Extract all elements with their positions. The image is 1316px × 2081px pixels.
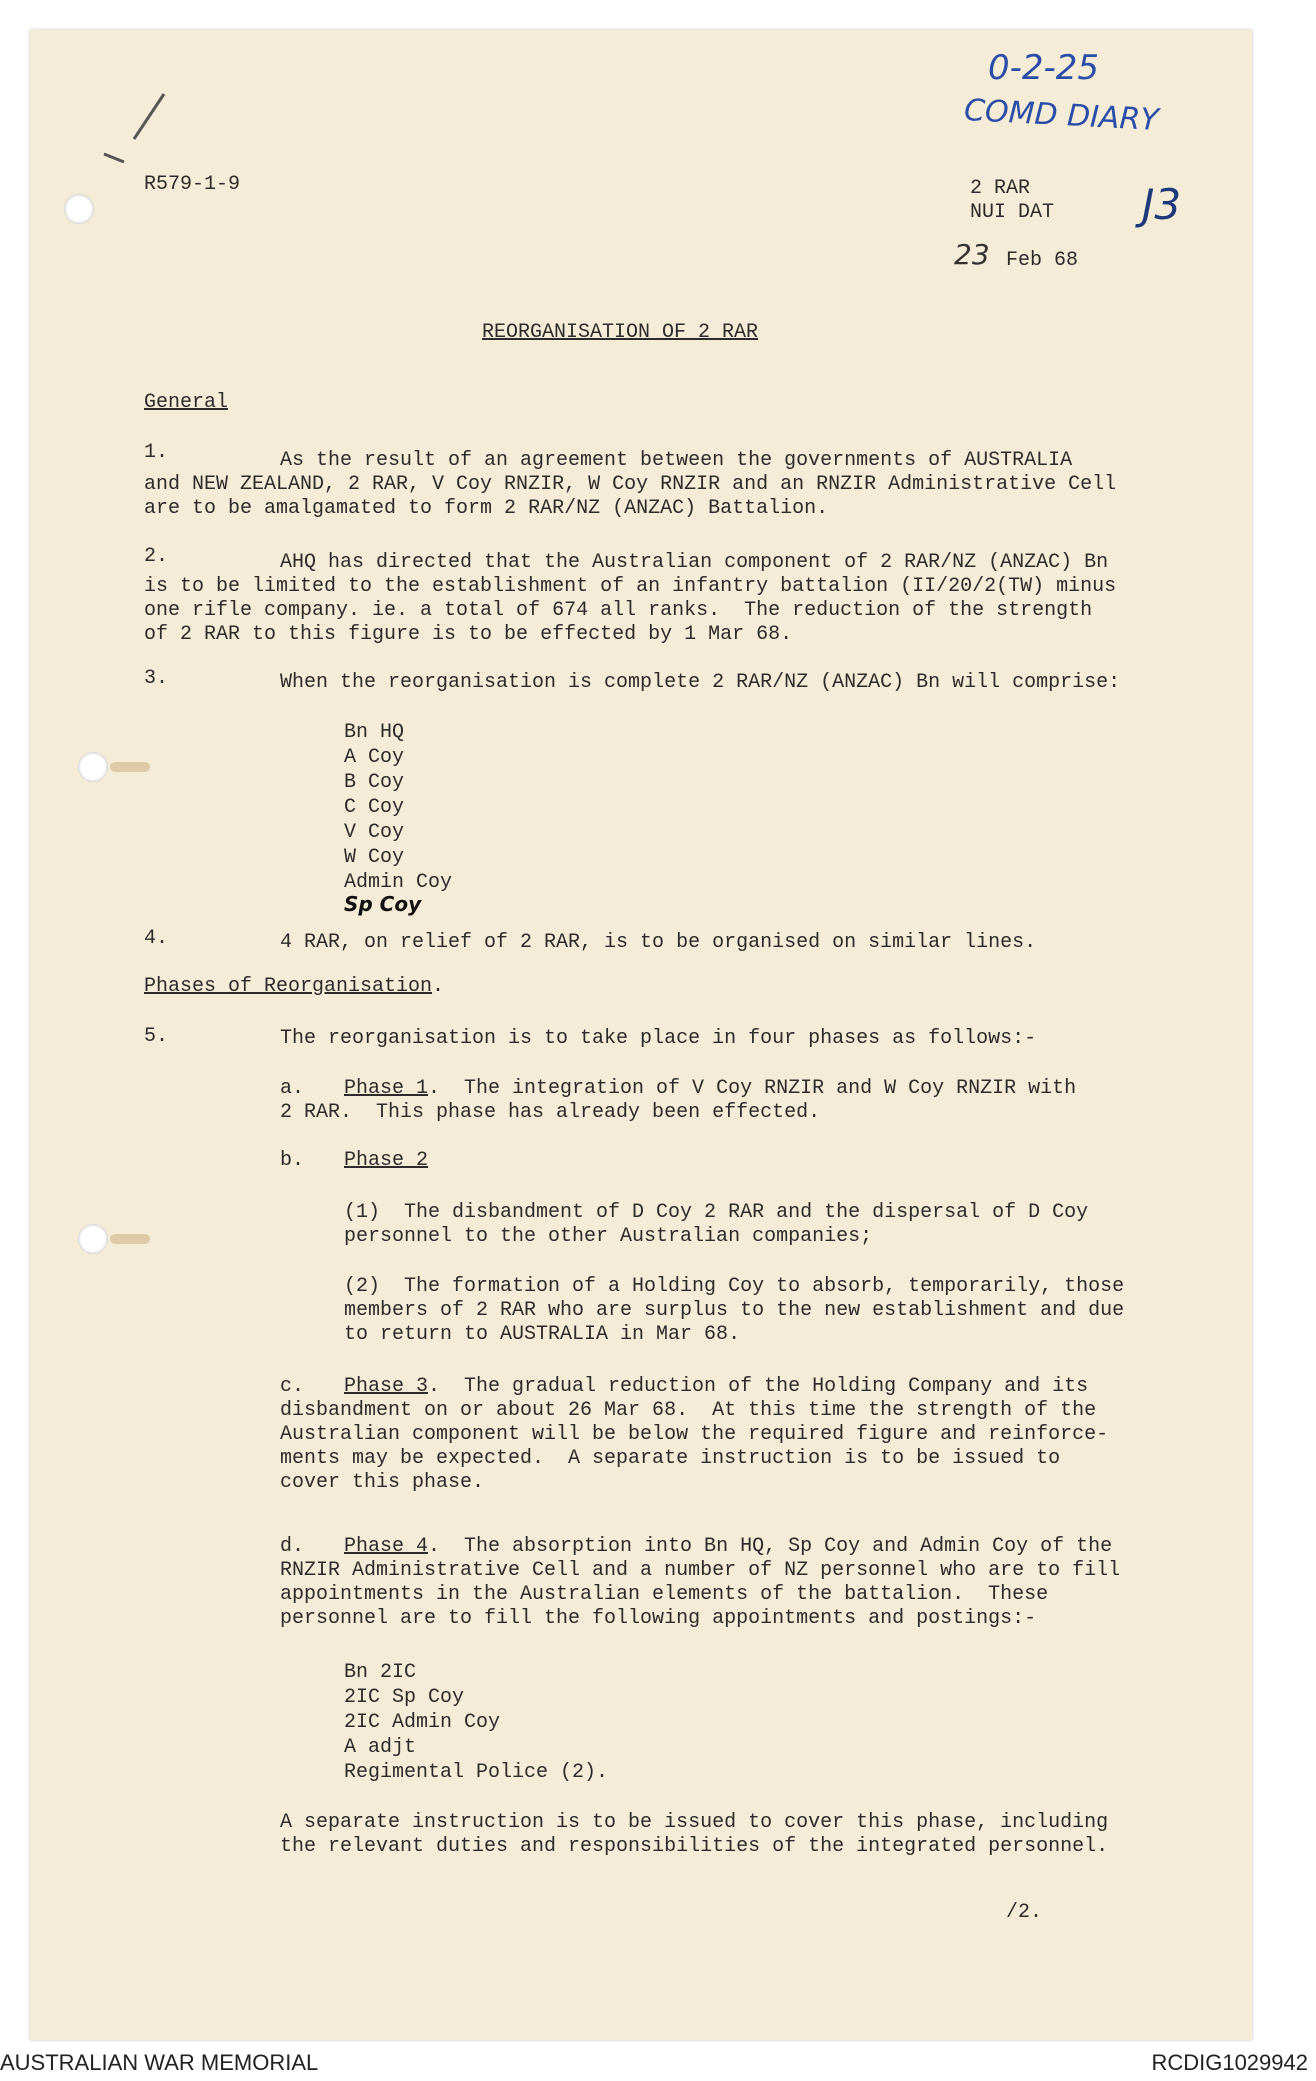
phase-2-item-2: (2) The formation of a Holding Coy to absorb, temporarily, those	[344, 1275, 1125, 1298]
phase-4-text: . The absorption into Bn HQ, Sp Coy and Admin Coy of the	[428, 1535, 1113, 1558]
phase-3-line: ments may be expected. A separate instruction is to be issued to	[280, 1447, 1061, 1470]
para-1-line: and NEW ZEALAND, 2 RAR, V Coy RNZIR, W Coy RNZIR and an RNZIR Administrative Cell	[144, 473, 1117, 496]
para-2-number: 2.	[144, 545, 169, 568]
list-item: Bn HQ	[344, 721, 405, 744]
phase-1-line: 2 RAR. This phase has already been effected.	[280, 1101, 821, 1124]
appointment-item: Bn 2IC	[344, 1661, 417, 1684]
list-item: V Coy	[344, 821, 405, 844]
phase-3-line: cover this phase.	[280, 1471, 485, 1494]
para-1-number: 1.	[144, 441, 169, 464]
appointment-item: A adjt	[344, 1736, 417, 1759]
punch-hole-top	[64, 194, 94, 224]
phase-4-line: RNZIR Administrative Cell and a number of NZ personnel who are to fill	[280, 1559, 1121, 1582]
phase-1-text: . The integration of V Coy RNZIR and W Coy RNZIR with	[428, 1077, 1077, 1100]
handwritten-date-day: 23	[954, 238, 990, 271]
section-heading-phases	[144, 974, 444, 999]
appointment-item: 2IC Sp Coy	[344, 1686, 465, 1709]
punch-hole-bottom	[78, 1224, 108, 1254]
para-2-line: one rifle company. ie. a total of 674 all ranks. The reduction of the strength	[144, 599, 1093, 622]
sub-b-label: b.	[280, 1149, 305, 1172]
list-item: W Coy	[344, 846, 405, 869]
closing-line: the relevant duties and responsibilities of the integrated personnel.	[280, 1835, 1109, 1858]
continuation-mark: /2.	[1006, 1901, 1043, 1924]
para-5-text: The reorganisation is to take place in four phases as follows:-	[280, 1027, 1037, 1050]
footer-image-id: RCDIG1029942	[1151, 2050, 1308, 2075]
phase-2-item-2: members of 2 RAR who are surplus to the new establishment and due	[344, 1299, 1125, 1322]
list-item: B Coy	[344, 771, 405, 794]
handwritten-page-mark: J3	[1142, 180, 1182, 229]
unit-name: 2 RAR	[970, 177, 1031, 200]
para-1-line: are to be amalgamated to form 2 RAR/NZ (ANZAC) Battalion.	[144, 497, 829, 520]
location: NUI DAT	[970, 201, 1055, 224]
staple-rust-mark	[110, 762, 150, 772]
appointment-item: Regimental Police (2).	[344, 1761, 609, 1784]
phase-2-item-2: to return to AUSTRALIA in Mar 68.	[344, 1323, 741, 1346]
handwritten-addition: Sp Coy	[344, 892, 422, 916]
handwritten-note: COMD DIARY	[963, 92, 1160, 139]
section-heading-text: Phases of Reorganisation	[144, 975, 433, 998]
phase-3-title: Phase 3	[344, 1375, 429, 1398]
para-4-text: 4 RAR, on relief of 2 RAR, is to be organised on similar lines.	[280, 931, 1037, 954]
file-reference: R579-1-9	[144, 173, 241, 196]
section-heading-general: General	[144, 391, 229, 414]
footer-archive-name: AUSTRALIAN WAR MEMORIAL	[0, 2050, 319, 2075]
heading-period: .	[432, 975, 445, 998]
phase-2-item-1: (1) The disbandment of D Coy 2 RAR and the dispersal of D Coy	[344, 1201, 1089, 1224]
para-2-line: AHQ has directed that the Australian component of 2 RAR/NZ (ANZAC) Bn	[280, 551, 1109, 574]
phase-2-title: Phase 2	[344, 1149, 429, 1172]
phase-3-line: Australian component will be below the required figure and reinforce-	[280, 1423, 1109, 1446]
para-2-line: of 2 RAR to this figure is to be effected by 1 Mar 68.	[144, 623, 793, 646]
list-item: A Coy	[344, 746, 405, 769]
appointment-item: 2IC Admin Coy	[344, 1711, 501, 1734]
phase-4-line: personnel are to fill the following appointments and postings:-	[280, 1607, 1037, 1630]
phase-2-item-1: personnel to the other Australian companies;	[344, 1225, 873, 1248]
phase-1-title: Phase 1	[344, 1077, 429, 1100]
phase-4-line	[344, 1534, 1112, 1559]
handwritten-code: 0-2-25	[988, 48, 1100, 88]
para-2-line: is to be limited to the establishment of an infantry battalion (II/20/2(TW) minus	[144, 575, 1117, 598]
punch-hole-middle	[78, 752, 108, 782]
phase-1-line	[344, 1076, 1076, 1101]
list-item: C Coy	[344, 796, 405, 819]
phase-3-line	[344, 1374, 1088, 1399]
para-1-line: As the result of an agreement between the governments of AUSTRALIA	[280, 449, 1073, 472]
sub-c-label: c.	[280, 1375, 305, 1398]
sub-d-label: d.	[280, 1535, 305, 1558]
para-5-number: 5.	[144, 1025, 169, 1048]
staple-rust-mark	[110, 1234, 150, 1244]
date-month-year: Feb 68	[1006, 249, 1079, 272]
document-title: REORGANISATION OF 2 RAR	[482, 321, 759, 344]
para-4-number: 4.	[144, 927, 169, 950]
phase-4-line: appointments in the Australian elements of the battalion. These	[280, 1583, 1049, 1606]
phase-3-line: disbandment on or about 26 Mar 68. At this time the strength of the	[280, 1399, 1097, 1422]
closing-line: A separate instruction is to be issued to cover this phase, including	[280, 1811, 1109, 1834]
para-3-number: 3.	[144, 667, 169, 690]
para-3-text: When the reorganisation is complete 2 RAR/NZ (ANZAC) Bn will comprise:	[280, 671, 1121, 694]
sub-a-label: a.	[280, 1077, 305, 1100]
list-item: Admin Coy	[344, 871, 453, 894]
phase-4-title: Phase 4	[344, 1535, 429, 1558]
phase-3-text: . The gradual reduction of the Holding Company and its	[428, 1375, 1089, 1398]
pencil-mark	[74, 84, 174, 174]
document-page	[30, 30, 1252, 2040]
